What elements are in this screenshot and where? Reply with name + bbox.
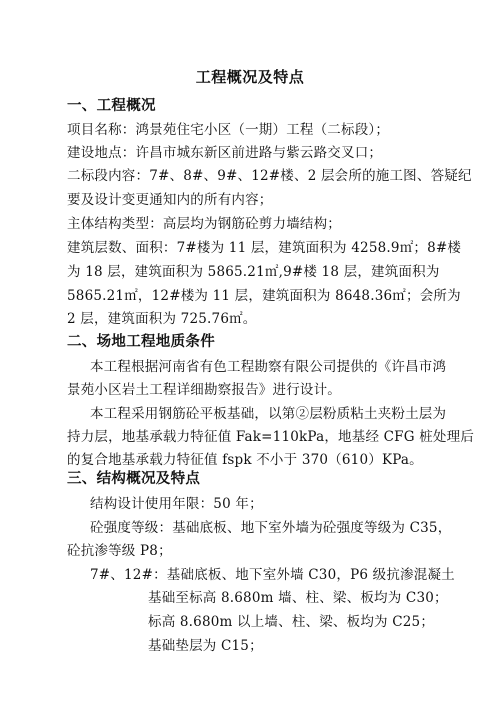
- paragraph-line: 本工程根据河南省有色工程勘察有限公司提供的《许昌市鸿: [90, 359, 447, 375]
- paragraph-line: 景苑小区岩土工程详细勘察报告》进行设计。: [67, 382, 341, 398]
- section-heading-project-overview: 一、工程概况: [67, 97, 156, 114]
- paragraph-line: 标高 8.680m 以上墙、柱、梁、板均为 C25；: [148, 614, 435, 630]
- section-heading-site-geology: 二、场地工程地质条件: [67, 333, 215, 350]
- paragraph-line: 持力层，地基承载力特征值 Fak=110kPa，地基经 CFG 桩处理后: [67, 429, 475, 445]
- paragraph-line: 基础至标高 8.680m 墙、柱、梁、板均为 C30；: [148, 590, 448, 606]
- paragraph-line: 建筑层数、面积：7#楼为 11 层，建筑面积为 4258.9㎡；8#楼: [67, 240, 462, 256]
- paragraph-line: 砼抗渗等级 P8；: [67, 543, 172, 559]
- section-heading-structure: 三、结构概况及特点: [67, 470, 201, 487]
- paragraph-line: 7#、12#：基础底板、地下室外墙 C30，P6 级抗渗混凝土: [90, 567, 455, 583]
- paragraph-line: 基础垫层为 C15；: [148, 638, 263, 654]
- paragraph-line: 要及设计变更通知内的所有内容；: [67, 192, 273, 208]
- paragraph-line: 2 层，建筑面积为 725.76㎡。: [67, 311, 257, 327]
- paragraph-line: 项目名称：鸿景苑住宅小区（一期）工程（二标段）；: [67, 122, 390, 138]
- paragraph-line: 的复合地基承载力特征值 fspk 不小于 370（610）KPa。: [67, 452, 423, 468]
- paragraph-line: 为 18 层，建筑面积为 5865.21㎡,9#楼 18 层，建筑面积为: [67, 264, 440, 280]
- paragraph-line: 主体结构类型：高层均为钢筋砼剪力墙结构；: [67, 216, 341, 232]
- document-title: 工程概况及特点: [195, 68, 305, 86]
- paragraph-line: 二标段内容：7#、8#、9#、12#楼、2 层会所的施工图、答疑纪: [67, 168, 472, 184]
- paragraph-line: 砼强度等级：基础底板、地下室外墙为砼强度等级为 C35，: [90, 520, 452, 536]
- paragraph-line: 本工程采用钢筋砼平板基础，以第②层粉质粘土夹粉土层为: [90, 406, 447, 422]
- paragraph-line: 5865.21㎡，12#楼为 11 层，建筑面积为 8648.36㎡；会所为: [67, 288, 461, 304]
- paragraph-line: 结构设计使用年限：50 年；: [90, 496, 263, 512]
- paragraph-line: 建设地点：许昌市城东新区前进路与紫云路交叉口；: [67, 145, 383, 161]
